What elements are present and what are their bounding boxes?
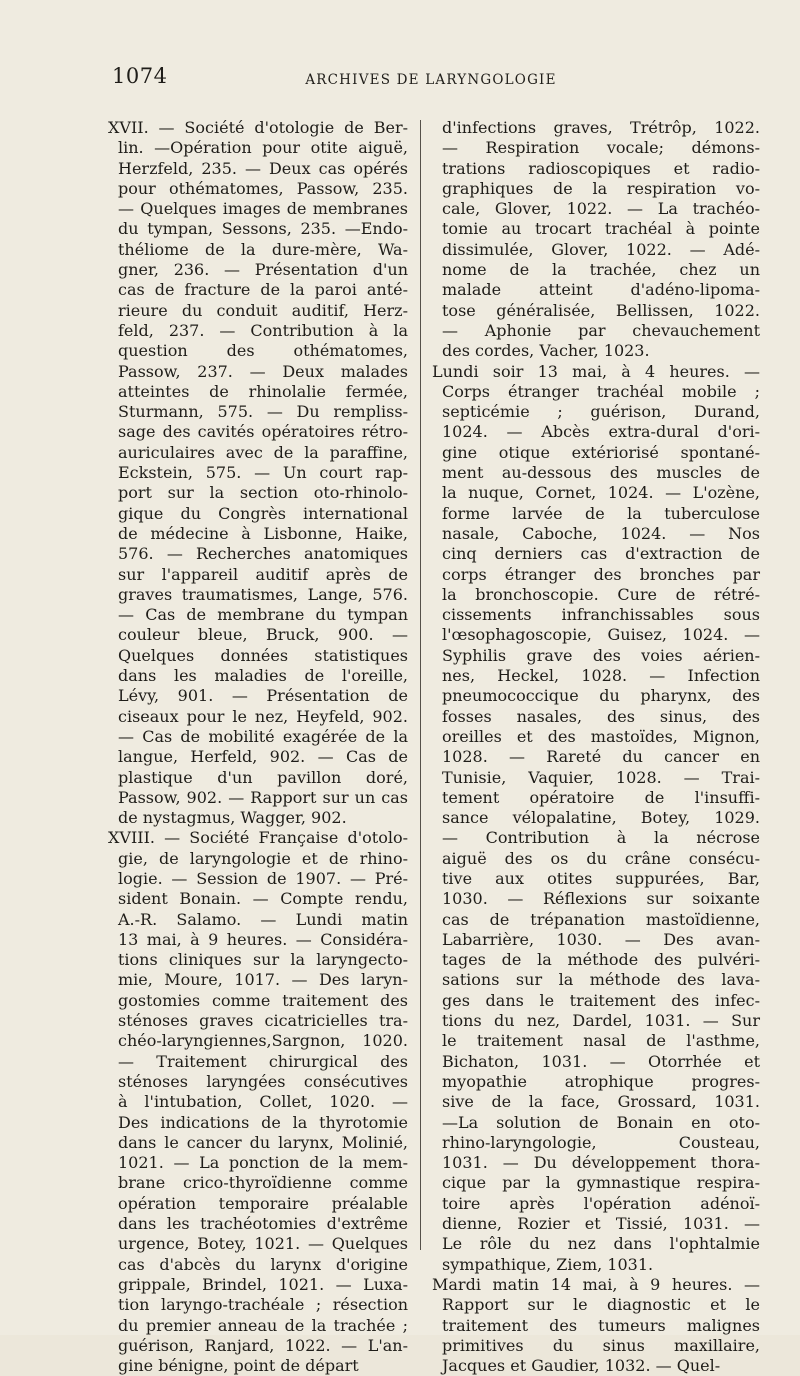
text-line: ges dans le traitement des infec-: [442, 990, 760, 1010]
text-line: tive aux otites suppurées, Bar,: [442, 868, 760, 888]
text-line: Jacques et Gaudier, 1032. — Quel-: [442, 1356, 721, 1376]
text-line: auriculaires avec de la paraffine,: [118, 442, 408, 462]
text-line: dans le cancer du larynx, Molinié,: [118, 1132, 408, 1152]
text-line: pneumococcique du pharynx, des: [442, 686, 760, 706]
text-line: dans les trachéotomies d'extrême: [118, 1214, 408, 1234]
text-line: septicémie ; guérison, Durand,: [442, 402, 760, 422]
text-line: sident Bonain. — Compte rendu,: [118, 889, 408, 909]
text-line: dissimulée, Glover, 1022. — Adé-: [442, 239, 760, 259]
text-line: 13 mai, à 9 heures. — Considéra-: [118, 929, 408, 949]
text-line: Mardi matin 14 mai, à 9 heures. —: [432, 1274, 760, 1294]
text-line: cas de trépanation mastoïdienne,: [442, 909, 760, 929]
text-line: forme larvée de la tuberculose: [442, 503, 760, 523]
text-line: de nystagmus, Wagger, 902.: [118, 808, 347, 828]
text-line: lin. —Opération pour otite aiguë,: [118, 138, 408, 158]
text-line: fosses nasales, des sinus, des: [442, 706, 760, 726]
text-line: 576. — Recherches anatomiques: [118, 544, 408, 564]
text-line: de médecine à Lisbonne, Haike,: [118, 523, 408, 543]
text-line: sur l'appareil auditif après de: [118, 564, 408, 584]
text-line: — Aphonie par chevauchement: [442, 320, 760, 340]
left-column: [108, 118, 408, 1376]
text-line: sations sur la méthode des lava-: [442, 970, 760, 990]
text-line: langue, Herfeld, 902. — Cas de: [118, 747, 408, 767]
text-line: théliome de la dure-mère, Wa-: [118, 239, 408, 259]
text-line: Le rôle du nez dans l'ophtalmie: [442, 1234, 760, 1254]
text-line: Bichaton, 1031. — Otorrhée et: [442, 1051, 760, 1071]
text-line: tion laryngo-trachéale ; résection: [118, 1295, 408, 1315]
text-line: ciseaux pour le nez, Heyfeld, 902.: [118, 706, 408, 726]
text-line: 1031. — Du développement thora-: [442, 1153, 760, 1173]
text-line: à l'intubation, Collet, 1020. —: [118, 1092, 408, 1112]
text-line: Herzfeld, 235. — Deux cas opérés: [118, 158, 408, 178]
text-line: Rapport sur le diagnostic et le: [442, 1295, 760, 1315]
page-header: [112, 64, 750, 94]
text-line: gine otique extériorisé spontané-: [442, 442, 760, 462]
text-line: tement opératoire de l'insuffi-: [442, 787, 760, 807]
text-line: — Respiration vocale; démons-: [442, 138, 760, 158]
text-line: port sur la section oto-rhinolo-: [118, 483, 408, 503]
text-line: sance vélopalatine, Botey, 1029.: [442, 808, 760, 828]
text-line: gique du Congrès international: [118, 503, 408, 523]
text-line: dans les maladies de l'oreille,: [118, 666, 408, 686]
text-line: XVIII. — Société Française d'otolo-: [108, 828, 408, 848]
text-line: opération temporaire préalable: [118, 1193, 408, 1213]
text-line: toire après l'opération adénoï-: [442, 1193, 760, 1213]
text-line: — Cas de membrane du tympan: [118, 605, 408, 625]
text-line: Syphilis grave des voies aérien-: [442, 645, 760, 665]
text-line: sténoses graves cicatricielles tra-: [118, 1011, 408, 1031]
text-line: gner, 236. — Présentation d'un: [118, 260, 408, 280]
text-line: Labarrière, 1030. — Des avan-: [442, 929, 760, 949]
text-line: — Traitement chirurgical des: [118, 1051, 408, 1071]
text-line: du premier anneau de la trachée ;: [118, 1315, 408, 1335]
text-line: rhino-laryngologie, Cousteau,: [442, 1132, 760, 1152]
text-line: Corps étranger trachéal mobile ;: [442, 381, 760, 401]
text-line: cissements infranchissables sous: [442, 605, 760, 625]
text-line: sténoses laryngées consécutives: [118, 1071, 408, 1091]
text-line: sive de la face, Grossard, 1031.: [442, 1092, 760, 1112]
column-divider: [420, 120, 421, 1250]
text-line: Sturmann, 575. — Du rempliss-: [118, 402, 408, 422]
running-title: ARCHIVES DE LARYNGOLOGIE: [305, 72, 557, 88]
text-line: chéo-laryngiennes,Sargnon, 1020.: [118, 1031, 408, 1051]
text-line: —La solution de Bonain en oto-: [442, 1112, 760, 1132]
text-line: le traitement nasal de l'asthme,: [442, 1031, 760, 1051]
text-line: Quelques données statistiques: [118, 645, 408, 665]
text-line: traitement des tumeurs malignes: [442, 1315, 760, 1335]
text-line: guérison, Ranjard, 1022. — L'an-: [118, 1335, 408, 1355]
text-line: cas de fracture de la paroi anté-: [118, 280, 408, 300]
text-line: plastique d'un pavillon doré,: [118, 767, 408, 787]
text-line: urgence, Botey, 1021. — Quelques: [118, 1234, 408, 1254]
text-line: primitives du sinus maxillaire,: [442, 1335, 760, 1355]
text-line: brane crico-thyroïdienne comme: [118, 1173, 408, 1193]
text-line: mie, Moure, 1017. — Des laryn-: [118, 970, 408, 990]
text-line: oreilles et des mastoïdes, Mignon,: [442, 726, 760, 746]
text-line: gostomies comme traitement des: [118, 990, 408, 1010]
text-line: gine bénigne, point de départ: [118, 1356, 359, 1376]
text-line: dienne, Rozier et Tissié, 1031. —: [442, 1214, 760, 1234]
text-line: question des othématomes,: [118, 341, 408, 361]
text-line: sage des cavités opératoires rétro-: [118, 422, 408, 442]
text-line: Lundi soir 13 mai, à 4 heures. —: [432, 361, 760, 381]
text-line: couleur bleue, Bruck, 900. —: [118, 625, 408, 645]
text-line: A.-R. Salamo. — Lundi matin: [118, 909, 408, 929]
text-line: atteintes de rhinolalie fermée,: [118, 381, 408, 401]
text-line: gie, de laryngologie et de rhino-: [118, 848, 408, 868]
text-line: malade atteint d'adéno-lipoma-: [442, 280, 760, 300]
text-line: rieure du conduit auditif, Herz-: [118, 300, 408, 320]
text-line: Lévy, 901. — Présentation de: [118, 686, 408, 706]
text-line: du tympan, Sessons, 235. —Endo-: [118, 219, 408, 239]
text-line: cinq derniers cas d'extraction de: [442, 544, 760, 564]
text-line: feld, 237. — Contribution à la: [118, 320, 408, 340]
text-line: tomie au trocart trachéal à pointe: [442, 219, 760, 239]
text-line: tose généralisée, Bellissen, 1022.: [442, 300, 760, 320]
text-line: XVII. — Société d'otologie de Ber-: [108, 118, 408, 137]
text-line: l'œsophagoscopie, Guisez, 1024. —: [442, 625, 760, 645]
text-line: nome de la trachée, chez un: [442, 260, 760, 280]
text-line: — Cas de mobilité exagérée de la: [118, 726, 408, 746]
text-line: grippale, Brindel, 1021. — Luxa-: [118, 1274, 408, 1294]
text-line: graphiques de la respiration vo-: [442, 178, 760, 198]
text-line: ment au-dessous des muscles de: [442, 463, 760, 483]
right-column: [432, 118, 760, 1376]
text-line: — Quelques images de membranes: [118, 199, 408, 219]
text-line: 1028. — Rareté du cancer en: [442, 747, 760, 767]
text-line: nes, Heckel, 1028. — Infection: [442, 666, 760, 686]
text-line: d'infections graves, Trétrôp, 1022.: [442, 118, 760, 137]
text-line: Passow, 902. — Rapport sur un cas: [118, 787, 408, 807]
text-line: cale, Glover, 1022. — La trachéo-: [442, 199, 760, 219]
text-line: myopathie atrophique progres-: [442, 1071, 760, 1091]
page-number: 1074: [112, 64, 168, 88]
text-line: trations radioscopiques et radio-: [442, 158, 760, 178]
text-line: Tunisie, Vaquier, 1028. — Trai-: [442, 767, 760, 787]
text-line: tions du nez, Dardel, 1031. — Sur: [442, 1011, 760, 1031]
text-line: 1021. — La ponction de la mem-: [118, 1153, 408, 1173]
text-line: tages de la méthode des pulvéri-: [442, 950, 760, 970]
text-line: la bronchoscopie. Cure de rétré-: [442, 584, 760, 604]
text-line: cique par la gymnastique respira-: [442, 1173, 760, 1193]
text-line: pour othématomes, Passow, 235.: [118, 178, 408, 198]
text-line: sympathique, Ziem, 1031.: [442, 1254, 654, 1274]
text-line: 1024. — Abcès extra-dural d'ori-: [442, 422, 760, 442]
text-line: logie. — Session de 1907. — Pré-: [118, 868, 408, 888]
text-line: Des indications de la thyrotomie: [118, 1112, 408, 1132]
text-line: Eckstein, 575. — Un court rap-: [118, 463, 408, 483]
text-line: corps étranger des bronches par: [442, 564, 760, 584]
text-line: 1030. — Réflexions sur soixante: [442, 889, 760, 909]
text-line: tions cliniques sur la laryngecto-: [118, 950, 408, 970]
text-line: aiguë des os du crâne consécu-: [442, 848, 760, 868]
text-line: Passow, 237. — Deux malades: [118, 361, 408, 381]
text-line: graves traumatismes, Lange, 576.: [118, 584, 408, 604]
text-line: — Contribution à la nécrose: [442, 828, 760, 848]
text-line: cas d'abcès du larynx d'origine: [118, 1254, 408, 1274]
text-line: nasale, Caboche, 1024. — Nos: [442, 523, 760, 543]
text-line: des cordes, Vacher, 1023.: [442, 341, 650, 361]
text-line: la nuque, Cornet, 1024. — L'ozène,: [442, 483, 760, 503]
